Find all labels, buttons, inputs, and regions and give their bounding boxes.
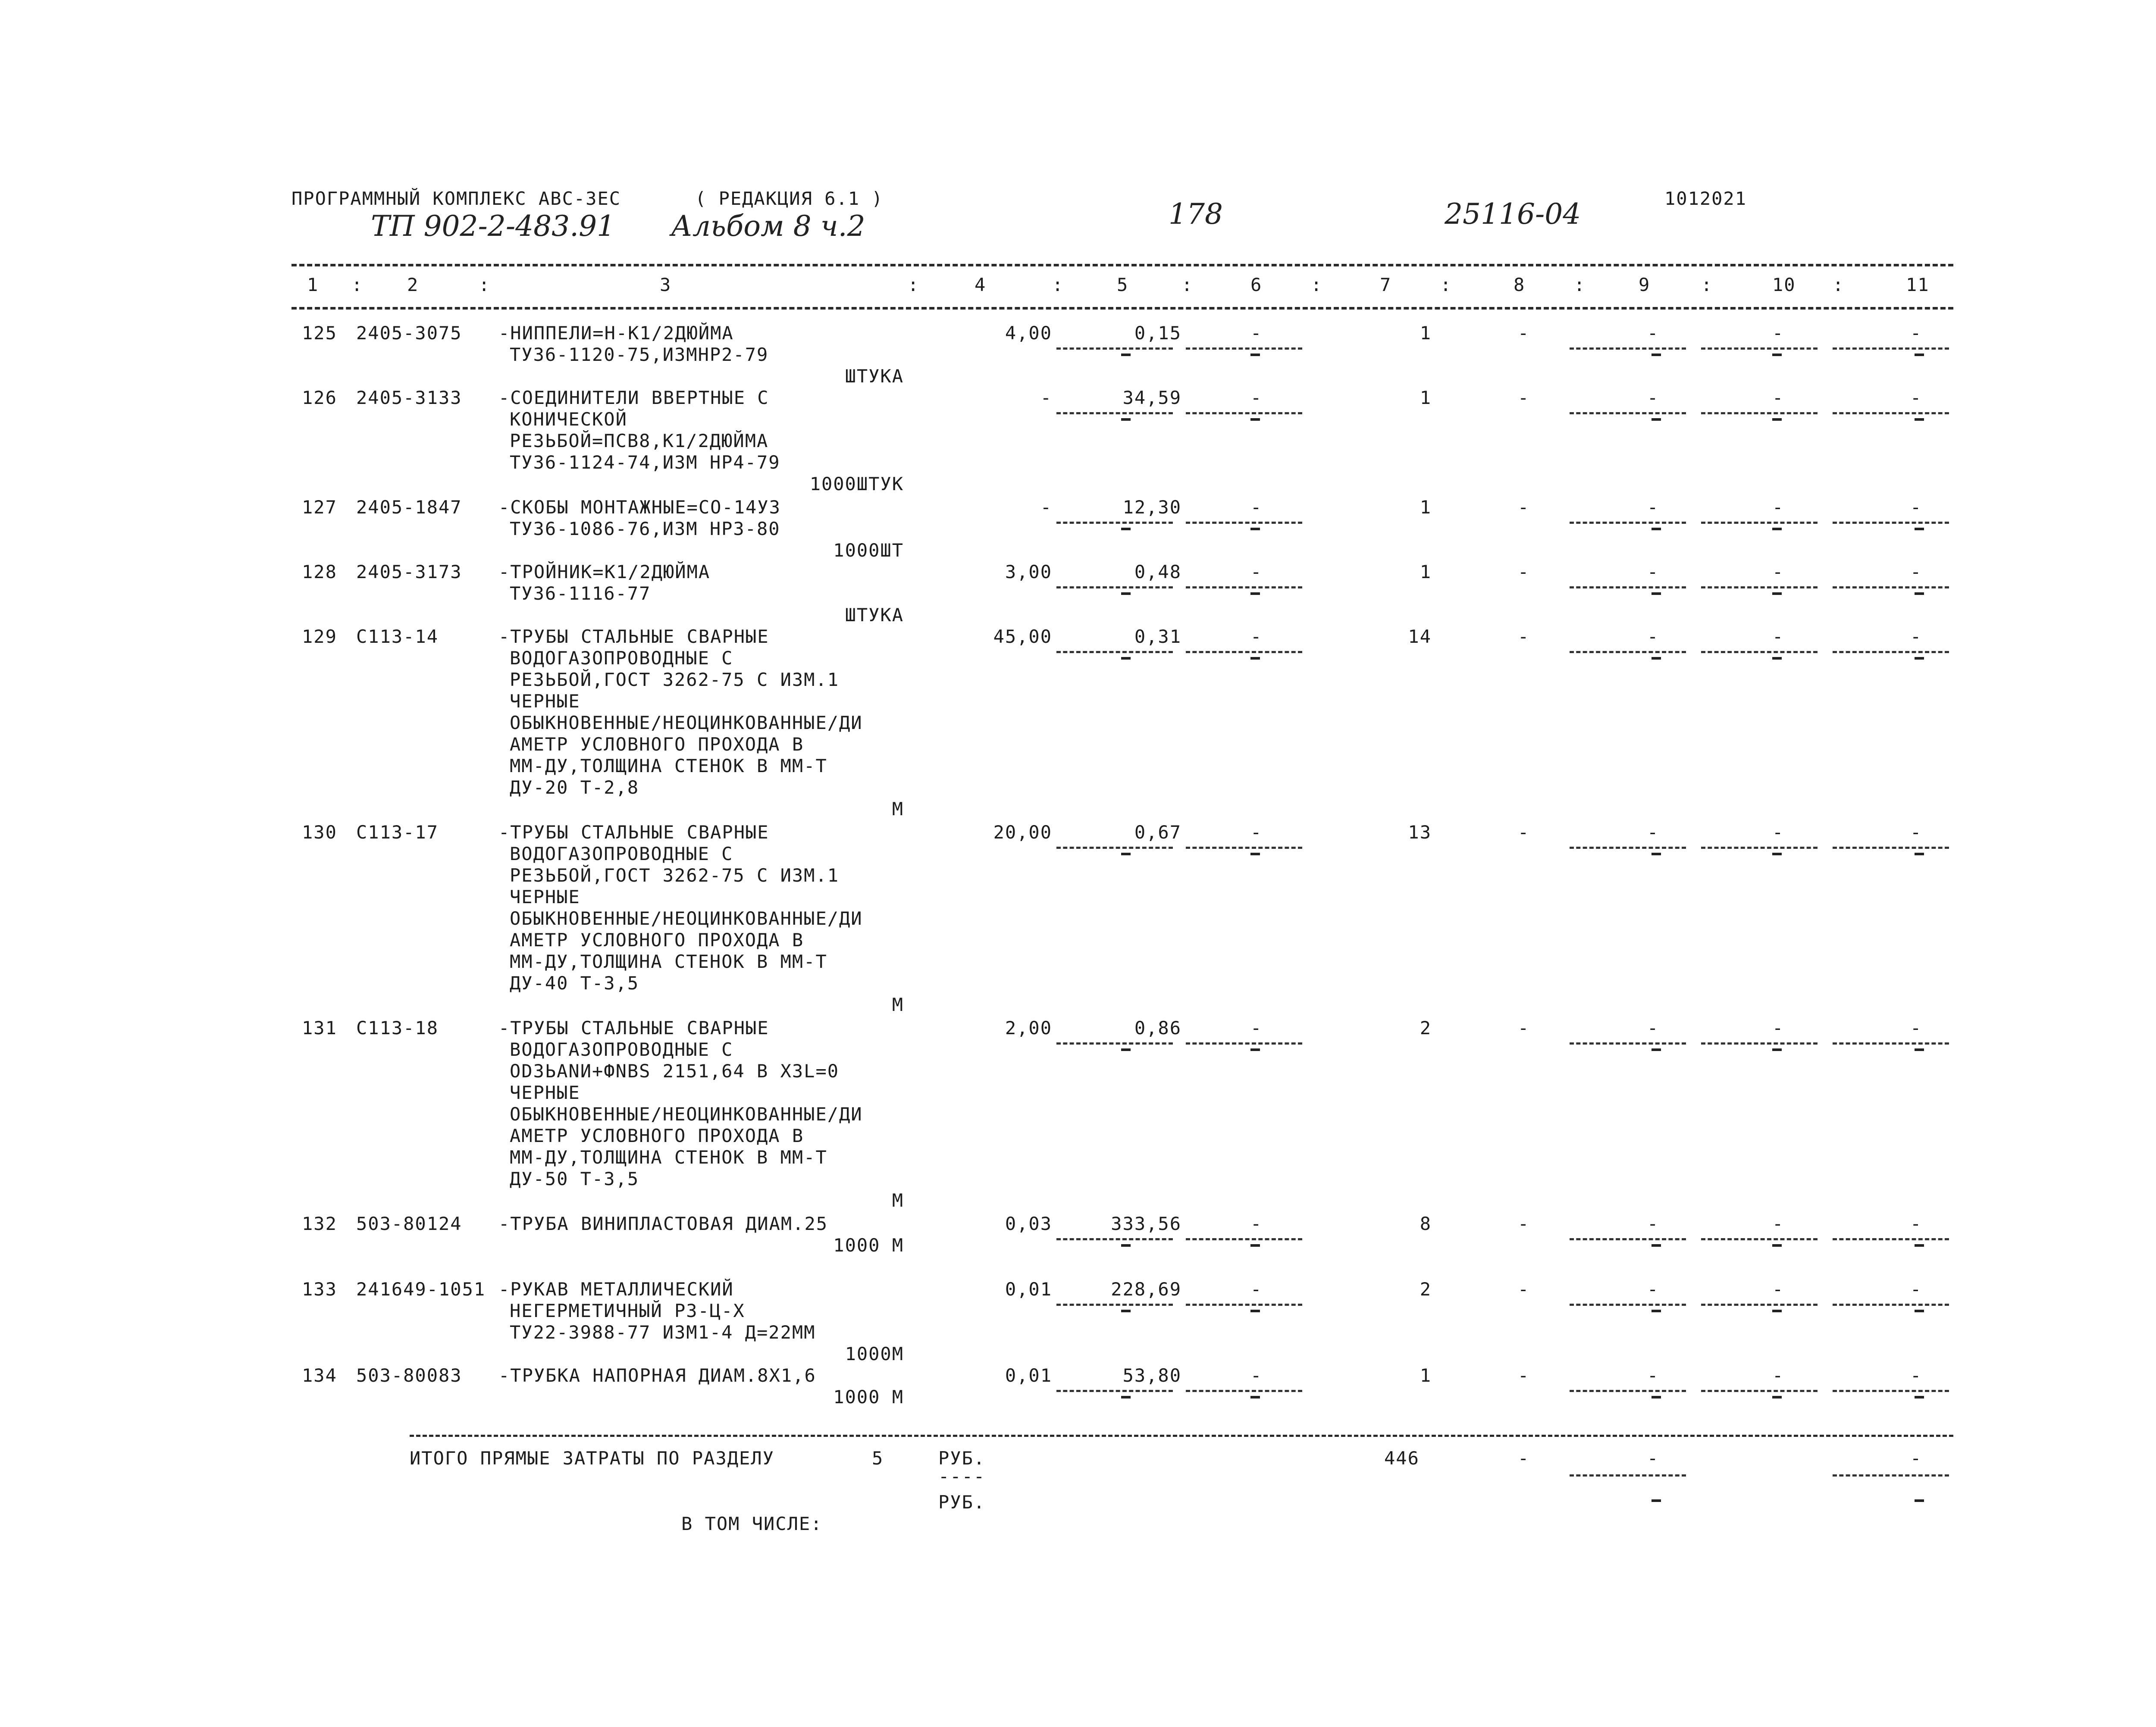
project-number: ТП 902-2-483.91	[371, 210, 615, 243]
description-line: ТУ36-1086-76,ИЗМ НР3-80	[510, 518, 780, 539]
subline-col5	[1056, 412, 1173, 414]
total-unit-dashes: ----	[938, 1466, 986, 1487]
subline-col10	[1701, 1304, 1818, 1306]
col10-value: -	[1772, 822, 1784, 843]
total-cost: 1	[1420, 561, 1432, 582]
subline-col11	[1833, 1238, 1949, 1240]
subline-col9	[1570, 586, 1686, 588]
col8-value: -	[1518, 1365, 1530, 1386]
description-line: АМЕТР УСЛОВНОГО ПРОХОДА В	[510, 734, 804, 755]
dash-col9	[1651, 354, 1661, 356]
quantity: 0,01	[1005, 1365, 1052, 1386]
dash-col10	[1772, 418, 1782, 421]
description-line: -ТРУБЫ СТАЛЬНЫЕ СВАРНЫЕ	[498, 626, 769, 647]
subline-col10	[1701, 522, 1818, 524]
row-number: 130	[302, 822, 337, 843]
col9-value: -	[1647, 497, 1659, 518]
dash-col5	[1121, 1310, 1131, 1312]
total-cost: 1	[1420, 322, 1432, 344]
column-header-1: 1	[307, 274, 319, 295]
column-separator: :	[1181, 274, 1194, 295]
column-header-5: 5	[1117, 274, 1129, 295]
col6-value: -	[1250, 1017, 1263, 1039]
dash-col6	[1250, 592, 1260, 595]
dash-col5	[1121, 592, 1131, 595]
dash-col5	[1121, 853, 1131, 855]
description-line: ОБЫКНОВЕННЫЕ/НЕОЦИНКОВАННЫЕ/ДИ	[510, 712, 863, 733]
total-cost: 14	[1408, 626, 1432, 647]
dash-col6	[1250, 1310, 1260, 1312]
col9-value: -	[1647, 626, 1659, 647]
row-number: 129	[302, 626, 337, 647]
unit-price: 333,56	[1111, 1213, 1181, 1234]
col9-value: -	[1647, 561, 1659, 582]
subline-col11	[1833, 1304, 1949, 1306]
total-unit: РУБ.	[938, 1448, 986, 1469]
row-number: 134	[302, 1365, 337, 1386]
row-number: 131	[302, 1017, 337, 1039]
description-line: -СОЕДИНИТЕЛИ ВВЕРТНЫЕ С	[498, 387, 769, 408]
description-line: -НИППЕЛИ=Н-К1/2ДЮЙМА	[498, 322, 734, 344]
col6-value: -	[1250, 626, 1263, 647]
col6-value: -	[1250, 387, 1263, 408]
resource-code: 241649-1051	[356, 1279, 486, 1300]
description-line: НЕГЕРМЕТИЧНЫЙ Р3-Ц-Х	[510, 1300, 745, 1321]
description-line: ЧЕРНЫЕ	[510, 691, 580, 712]
column-header-9: 9	[1639, 274, 1651, 295]
col6-value: -	[1250, 497, 1263, 518]
col6-value: -	[1250, 822, 1263, 843]
unit-label: М	[892, 798, 904, 820]
column-header-7: 7	[1380, 274, 1392, 295]
dash-col11	[1915, 853, 1924, 855]
col6-value: -	[1250, 322, 1263, 344]
subline-col10	[1701, 651, 1818, 653]
column-separator: :	[351, 274, 364, 295]
quantity: -	[1040, 497, 1052, 518]
description-line: ТУ22-3988-77 ИЗМ1-4 Д=22ММ	[510, 1322, 816, 1343]
description-line: ДУ-50 Т-3,5	[510, 1168, 639, 1189]
dash-col9	[1651, 1310, 1661, 1312]
unit-price: 53,80	[1122, 1365, 1181, 1386]
col9-value: -	[1647, 1279, 1659, 1300]
header-rule-top	[291, 264, 1953, 266]
description-line: ОБЫКНОВЕННЫЕ/НЕОЦИНКОВАННЫЕ/ДИ	[510, 908, 863, 929]
dash-col6	[1250, 1048, 1260, 1051]
dash-col11	[1915, 354, 1924, 356]
dash-col6	[1250, 853, 1260, 855]
subline-col5	[1056, 522, 1173, 524]
column-separator: :	[1833, 274, 1845, 295]
dash-col5	[1121, 528, 1131, 530]
subline-col10	[1701, 1390, 1818, 1392]
subline-col10	[1701, 412, 1818, 414]
subline-col6	[1186, 347, 1302, 350]
unit-label: М	[892, 994, 904, 1015]
album-label: Альбом 8 ч.2	[671, 210, 865, 243]
total-col11: -	[1910, 1448, 1922, 1469]
description-line: -ТРУБЫ СТАЛЬНЫЕ СВАРНЫЕ	[498, 822, 769, 843]
col6-value: -	[1250, 1365, 1263, 1386]
resource-code: 2405-3133	[356, 387, 462, 408]
description-line: ДУ-20 Т-2,8	[510, 777, 639, 798]
dash-col10	[1772, 1396, 1782, 1398]
dash-col11	[1915, 592, 1924, 595]
unit-price: 0,86	[1134, 1017, 1181, 1039]
column-separator: :	[1311, 274, 1323, 295]
dash-col9	[1651, 657, 1661, 660]
subline-col9	[1570, 847, 1686, 849]
col8-value: -	[1518, 626, 1530, 647]
row-number: 127	[302, 497, 337, 518]
col8-value: -	[1518, 1279, 1530, 1300]
subline-col6	[1186, 1042, 1302, 1045]
column-separator: :	[1440, 274, 1452, 295]
total-col8: -	[1518, 1448, 1530, 1469]
total-cost: 1	[1420, 1365, 1432, 1386]
resource-code: 503-80124	[356, 1213, 462, 1234]
col10-value: -	[1772, 1213, 1784, 1234]
row-number: 128	[302, 561, 337, 582]
dash-col10	[1772, 1244, 1782, 1247]
description-line: ВОДОГАЗОПРОВОДНЫЕ С	[510, 843, 733, 864]
dash-col11	[1915, 657, 1924, 660]
subline-col10	[1701, 586, 1818, 588]
subline-col11	[1833, 1042, 1949, 1045]
total-subline-11	[1833, 1474, 1949, 1477]
description-line: -СКОБЫ МОНТАЖНЫЕ=СО-14У3	[498, 497, 781, 518]
subline-col5	[1056, 1390, 1173, 1392]
total-cost: 1	[1420, 387, 1432, 408]
subline-col9	[1570, 412, 1686, 414]
subline-col6	[1186, 1390, 1302, 1392]
col11-value: -	[1910, 497, 1922, 518]
subline-col5	[1056, 1238, 1173, 1240]
dash-col6	[1250, 354, 1260, 356]
unit-price: 34,59	[1122, 387, 1181, 408]
unit-price: 0,48	[1134, 561, 1181, 582]
quantity: 45,00	[993, 626, 1052, 647]
col11-value: -	[1910, 322, 1922, 344]
subline-col10	[1701, 1238, 1818, 1240]
column-header-6: 6	[1250, 274, 1263, 295]
total-dash-11	[1915, 1499, 1924, 1502]
dash-col10	[1772, 657, 1782, 660]
column-separator: :	[908, 274, 920, 295]
subline-col5	[1056, 1304, 1173, 1306]
description-line: КОНИЧЕСКОЙ	[510, 409, 627, 430]
description-line: -ТРУБКА НАПОРНАЯ ДИАМ.8Х1,6	[498, 1365, 816, 1386]
dash-col10	[1772, 354, 1782, 356]
dash-col11	[1915, 418, 1924, 421]
column-separator: :	[1052, 274, 1064, 295]
quantity: 3,00	[1005, 561, 1052, 582]
col9-value: -	[1647, 322, 1659, 344]
description-line: АМЕТР УСЛОВНОГО ПРОХОДА В	[510, 929, 804, 951]
row-number: 125	[302, 322, 337, 344]
description-line: АМЕТР УСЛОВНОГО ПРОХОДА В	[510, 1125, 804, 1146]
total-col9: -	[1647, 1448, 1659, 1469]
description-line: ТУ36-1120-75,ИЗМНР2-79	[510, 344, 769, 365]
col10-value: -	[1772, 626, 1784, 647]
unit-price: 228,69	[1111, 1279, 1181, 1300]
subline-col6	[1186, 847, 1302, 849]
col11-value: -	[1910, 822, 1922, 843]
total-cost: 2	[1420, 1017, 1432, 1039]
subline-col10	[1701, 1042, 1818, 1045]
resource-code: 503-80083	[356, 1365, 462, 1386]
col9-value: -	[1647, 387, 1659, 408]
document-number: 25116-04	[1445, 197, 1581, 231]
description-line: ВОДОГАЗОПРОВОДНЫЕ С	[510, 648, 733, 669]
subline-col5	[1056, 651, 1173, 653]
quantity: 4,00	[1005, 322, 1052, 344]
subline-col6	[1186, 1304, 1302, 1306]
resource-code: С113-18	[356, 1017, 439, 1039]
resource-code: С113-17	[356, 822, 439, 843]
row-number: 133	[302, 1279, 337, 1300]
description-line: ВОДОГАЗОПРОВОДНЫЕ С	[510, 1039, 733, 1060]
edition: ( РЕДАКЦИЯ 6.1 )	[695, 188, 884, 209]
dash-col9	[1651, 418, 1661, 421]
total-unit-2: РУБ.	[938, 1492, 986, 1513]
column-separator: :	[479, 274, 491, 295]
col10-value: -	[1772, 322, 1784, 344]
column-separator: :	[1701, 274, 1713, 295]
document-code: 1012021	[1664, 188, 1747, 209]
dash-col9	[1651, 592, 1661, 595]
col6-value: -	[1250, 561, 1263, 582]
total-cost: 13	[1408, 822, 1432, 843]
unit-label: 1000ШТ	[833, 540, 904, 561]
description-line: ТУ36-1116-77	[510, 583, 651, 604]
unit-label: ШТУКА	[845, 604, 904, 626]
total-dash-9	[1651, 1499, 1661, 1502]
description-line: ММ-ДУ,ТОЛЩИНА СТЕНОК В ММ-Т	[510, 1147, 827, 1168]
dash-col6	[1250, 657, 1260, 660]
description-line: ММ-ДУ,ТОЛЩИНА СТЕНОК В ММ-Т	[510, 755, 827, 776]
resource-code: 2405-1847	[356, 497, 462, 518]
dash-col11	[1915, 1310, 1924, 1312]
row-number: 126	[302, 387, 337, 408]
subline-col11	[1833, 651, 1949, 653]
subline-col11	[1833, 347, 1949, 350]
dash-col5	[1121, 1244, 1131, 1247]
subline-col5	[1056, 1042, 1173, 1045]
row-number: 132	[302, 1213, 337, 1234]
subline-col5	[1056, 586, 1173, 588]
total-section: 5	[872, 1448, 884, 1469]
col9-value: -	[1647, 822, 1659, 843]
col8-value: -	[1518, 822, 1530, 843]
dash-col5	[1121, 354, 1131, 356]
subline-col10	[1701, 847, 1818, 849]
col10-value: -	[1772, 387, 1784, 408]
program-title: ПРОГРАММНЫЙ КОМПЛЕКС АВС-3ЕС	[291, 188, 621, 209]
dash-col9	[1651, 853, 1661, 855]
dash-col11	[1915, 528, 1924, 530]
quantity: -	[1040, 387, 1052, 408]
dash-col5	[1121, 657, 1131, 660]
unit-label: 1000 М	[833, 1235, 904, 1256]
subline-col9	[1570, 1390, 1686, 1392]
description-line: ДУ-40 Т-3,5	[510, 973, 639, 994]
dash-col10	[1772, 592, 1782, 595]
dash-col9	[1651, 528, 1661, 530]
col8-value: -	[1518, 497, 1530, 518]
dash-col11	[1915, 1396, 1924, 1398]
subline-col6	[1186, 412, 1302, 414]
total-label: ИТОГО ПРЯМЫЕ ЗАТРАТЫ ПО РАЗДЕЛУ	[410, 1448, 774, 1469]
total-cost: 1	[1420, 497, 1432, 518]
unit-label: 1000 М	[833, 1386, 904, 1408]
subline-col10	[1701, 347, 1818, 350]
dash-col9	[1651, 1244, 1661, 1247]
subline-col9	[1570, 1238, 1686, 1240]
description-line: ММ-ДУ,ТОЛЩИНА СТЕНОК В ММ-Т	[510, 951, 827, 972]
description-line: -ТРУБА ВИНИПЛАСТОВАЯ ДИАМ.25	[498, 1213, 828, 1234]
column-separator: :	[1574, 274, 1586, 295]
subline-col9	[1570, 1042, 1686, 1045]
col11-value: -	[1910, 1017, 1922, 1039]
subline-col5	[1056, 347, 1173, 350]
col11-value: -	[1910, 1279, 1922, 1300]
col9-value: -	[1647, 1213, 1659, 1234]
unit-label: М	[892, 1190, 904, 1211]
total-cost: 8	[1420, 1213, 1432, 1234]
description-line: ОБЫКНОВЕННЫЕ/НЕОЦИНКОВАННЫЕ/ДИ	[510, 1104, 863, 1125]
subline-col6	[1186, 651, 1302, 653]
dash-col11	[1915, 1048, 1924, 1051]
column-header-10: 10	[1772, 274, 1796, 295]
description-line: РЕЗЬБОЙ=ПСВ8,К1/2ДЮЙМА	[510, 430, 769, 451]
unit-price: 0,31	[1134, 626, 1181, 647]
col11-value: -	[1910, 1213, 1922, 1234]
dash-col10	[1772, 1310, 1782, 1312]
col11-value: -	[1910, 387, 1922, 408]
col10-value: -	[1772, 561, 1784, 582]
column-header-3: 3	[660, 274, 672, 295]
dash-col6	[1250, 528, 1260, 530]
col9-value: -	[1647, 1365, 1659, 1386]
col11-value: -	[1910, 561, 1922, 582]
unit-price: 12,30	[1122, 497, 1181, 518]
unit-price: 0,15	[1134, 322, 1181, 344]
quantity: 0,01	[1005, 1279, 1052, 1300]
description-line: ODЗЬANИ+ФNBS 2151,64 В X3L=0	[510, 1061, 840, 1082]
unit-label: 1000ШТУК	[809, 473, 904, 494]
subline-col9	[1570, 347, 1686, 350]
col8-value: -	[1518, 322, 1530, 344]
description-line: -РУКАВ МЕТАЛЛИЧЕСКИЙ	[498, 1279, 734, 1300]
page-number: 178	[1169, 197, 1223, 231]
resource-code: 2405-3075	[356, 322, 462, 344]
including-label: В ТОМ ЧИСЛЕ:	[681, 1513, 823, 1534]
column-header-11: 11	[1906, 274, 1930, 295]
subline-col9	[1570, 522, 1686, 524]
col8-value: -	[1518, 387, 1530, 408]
description-line: -ТРУБЫ СТАЛЬНЫЕ СВАРНЫЕ	[498, 1017, 769, 1039]
description-line: ЧЕРНЫЕ	[510, 1082, 580, 1103]
header-rule-bottom	[291, 307, 1953, 310]
col11-value: -	[1910, 1365, 1922, 1386]
subline-col9	[1570, 1304, 1686, 1306]
subline-col11	[1833, 847, 1949, 849]
col10-value: -	[1772, 1365, 1784, 1386]
unit-price: 0,67	[1134, 822, 1181, 843]
col10-value: -	[1772, 1017, 1784, 1039]
description-line: РЕЗЬБОЙ,ГОСТ 3262-75 С ИЗМ.1	[510, 669, 840, 690]
dash-col10	[1772, 1048, 1782, 1051]
col6-value: -	[1250, 1279, 1263, 1300]
description-line: ЧЕРНЫЕ	[510, 886, 580, 907]
dash-col11	[1915, 1244, 1924, 1247]
column-header-4: 4	[975, 274, 987, 295]
subline-col11	[1833, 1390, 1949, 1392]
total-subline-9	[1570, 1474, 1686, 1477]
resource-code: С113-14	[356, 626, 439, 647]
subline-col5	[1056, 847, 1173, 849]
subline-col11	[1833, 412, 1949, 414]
total-rule	[410, 1435, 1953, 1437]
col8-value: -	[1518, 1017, 1530, 1039]
col10-value: -	[1772, 1279, 1784, 1300]
subline-col6	[1186, 586, 1302, 588]
dash-col9	[1651, 1396, 1661, 1398]
dash-col5	[1121, 1396, 1131, 1398]
subline-col11	[1833, 586, 1949, 588]
dash-col6	[1250, 418, 1260, 421]
column-header-2: 2	[407, 274, 419, 295]
description-line: -ТРОЙНИК=К1/2ДЮЙМА	[498, 561, 711, 582]
resource-code: 2405-3173	[356, 561, 462, 582]
dash-col5	[1121, 1048, 1131, 1051]
quantity: 0,03	[1005, 1213, 1052, 1234]
unit-label: 1000М	[845, 1343, 904, 1364]
subline-col6	[1186, 522, 1302, 524]
col9-value: -	[1647, 1017, 1659, 1039]
subline-col11	[1833, 522, 1949, 524]
dash-col10	[1772, 528, 1782, 530]
dash-col6	[1250, 1396, 1260, 1398]
subline-col6	[1186, 1238, 1302, 1240]
col8-value: -	[1518, 1213, 1530, 1234]
subline-col9	[1570, 651, 1686, 653]
column-header-8: 8	[1514, 274, 1526, 295]
col10-value: -	[1772, 497, 1784, 518]
unit-label: ШТУКА	[845, 366, 904, 387]
col6-value: -	[1250, 1213, 1263, 1234]
dash-col6	[1250, 1244, 1260, 1247]
total-cost: 2	[1420, 1279, 1432, 1300]
description-line: РЕЗЬБОЙ,ГОСТ 3262-75 С ИЗМ.1	[510, 865, 840, 886]
col8-value: -	[1518, 561, 1530, 582]
quantity: 2,00	[1005, 1017, 1052, 1039]
description-line: ТУ36-1124-74,ИЗМ НР4-79	[510, 452, 780, 473]
dash-col9	[1651, 1048, 1661, 1051]
dash-col5	[1121, 418, 1131, 421]
total-value: 446	[1384, 1448, 1420, 1469]
col11-value: -	[1910, 626, 1922, 647]
quantity: 20,00	[993, 822, 1052, 843]
dash-col10	[1772, 853, 1782, 855]
